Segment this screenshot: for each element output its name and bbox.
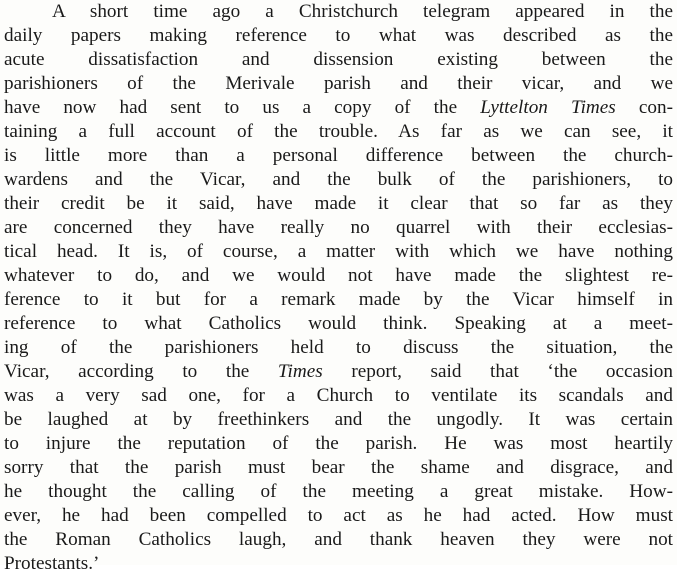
text-line [4, 96, 673, 120]
text-line [4, 72, 673, 96]
text-span: was a very sad one, for a Church to ventilate its scandals and [4, 385, 673, 406]
text-span: Vicar, according to the [4, 361, 278, 382]
text-line [4, 192, 673, 216]
text-line [4, 384, 673, 408]
text-span: daily papers making reference to what was described as the [4, 25, 673, 46]
text-line [4, 216, 673, 240]
text-span: he thought the calling of the meeting a great mistake. How- [4, 481, 673, 502]
text-span: parishioners of the Merivale parish and their vicar, and we [4, 73, 673, 94]
text-span: their credit be it said, have made it clear that so far as they [4, 193, 673, 214]
text-line [4, 120, 673, 144]
text-line [4, 24, 673, 48]
text-line [52, 0, 673, 24]
text-line [4, 504, 673, 528]
text-line [4, 408, 673, 432]
text-span: Protestants.’ [4, 553, 100, 574]
text-span: tical head. It is, of course, a matter with which we have nothing [4, 241, 673, 262]
text-line [4, 144, 673, 168]
text-line [4, 552, 673, 576]
text-span: wardens and the Vicar, and the bulk of the parishioners, to [4, 169, 673, 190]
text-span: sorry that the parish must bear the shame and disgrace, and [4, 457, 673, 478]
text-span: ing of the parishioners held to discuss the situation, the [4, 337, 673, 358]
text-span: report, said that ‘the occasion [322, 361, 673, 382]
text-line [4, 528, 673, 552]
text-line [4, 432, 673, 456]
text-span: the Roman Catholics laugh, and thank heaven they were not [4, 529, 673, 550]
text-span: taining a full account of the trouble. As far as we can see, it [4, 121, 673, 142]
text-line [4, 48, 673, 72]
text-line [4, 288, 673, 312]
italic-text: Lyttelton Times [480, 97, 616, 118]
text-span: reference to what Catholics would think. Speaking at a meet- [4, 313, 673, 334]
text-span: acute dissatisfaction and dissension existing between the [4, 49, 673, 70]
text-line [4, 240, 673, 264]
text-line [4, 480, 673, 504]
text-span: is little more than a personal difference between the church- [4, 145, 673, 166]
italic-text: Times [277, 361, 323, 382]
text-line [4, 168, 673, 192]
text-span: A short time ago a Christchurch telegram appeared in the [52, 1, 673, 22]
text-span: have now had sent to us a copy of the [4, 97, 481, 118]
text-line [4, 456, 673, 480]
text-span: ference to it but for a remark made by the Vicar himself in [4, 289, 673, 310]
text-span: be laughed at by freethinkers and the ungodly. It was certain [4, 409, 673, 430]
text-line [4, 336, 673, 360]
text-span: to injure the reputation of the parish. He was most heartily [4, 433, 673, 454]
text-line [4, 360, 673, 384]
text-span: whatever to do, and we would not have made the slightest re- [4, 265, 673, 286]
text-line [4, 312, 673, 336]
text-span: con- [615, 97, 673, 118]
text-line [4, 264, 673, 288]
text-span: are concerned they have really no quarrel with their ecclesias- [4, 217, 673, 238]
text-span: ever, he had been compelled to act as he had acted. How must [4, 505, 673, 526]
